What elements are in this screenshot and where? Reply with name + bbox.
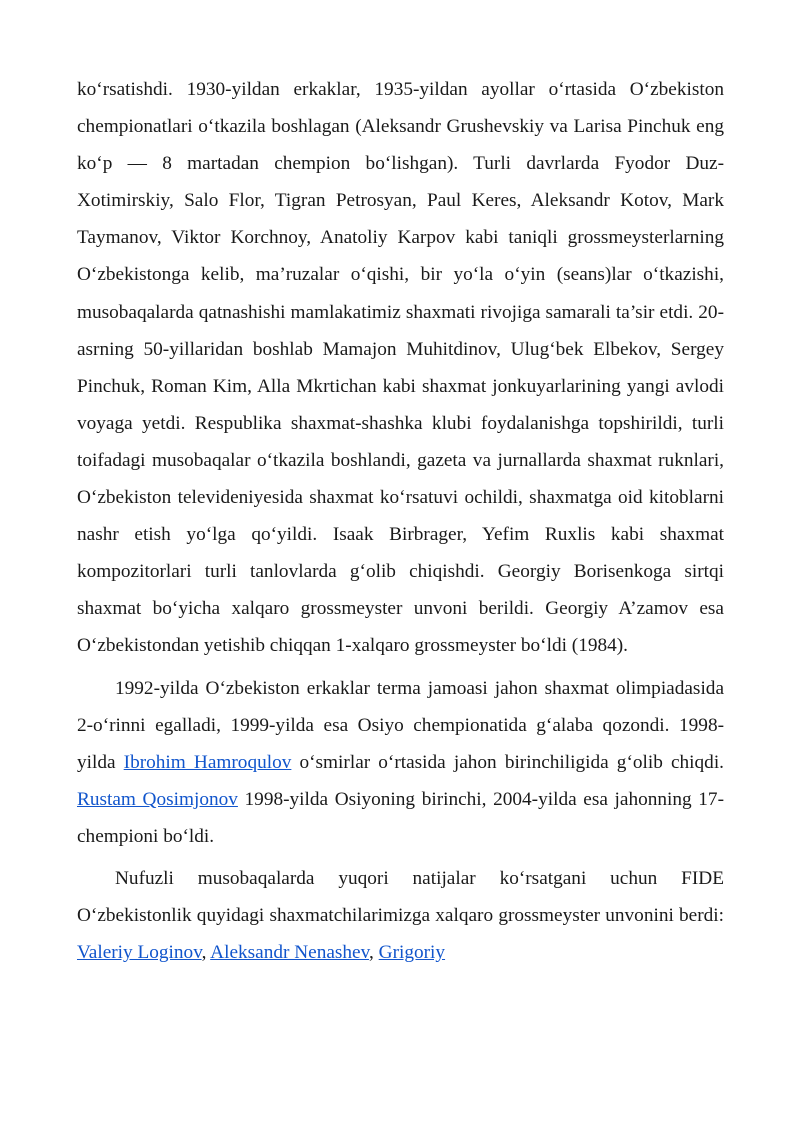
paragraph-text: o‘smirlar o‘rtasida jahon birinchiligida g‘olib chiqdi. [291,751,724,773]
paragraph-team-achievements [77,670,724,855]
paragraph-text: ko‘rsatishdi. 1930-yildan erkaklar, 1935-yildan ayollar o‘rtasida O‘zbekiston chempionatlari o‘tkazila boshlagan (Aleksandr Grushevskiy va Larisa Pinchuk eng ko‘p — 8 martadan chempion bo‘lishgan). Turli davrlarda Fyodor Duz-Xotimirskiy, Salo Flor, Tigran Petrosyan, Paul Keres, Aleksandr Kotov, Mark Taymanov, Viktor Korchnoy, Anatoliy Karpov kabi taniqli grossmeysterlarning O‘zbekistonga kelib, ma’ruzalar o‘qishi, bir yo‘la o‘yin (seans)lar o‘tkazishi, musobaqalarda qatnashishi mamlakatimiz shaxmati rivojiga samarali ta’sir etdi. 20-asrning 50-yillaridan boshlab Mamajon Muhitdinov, Ulug‘bek Elbekov, Sergey Pinchuk, Roman Kim, Alla Mkrtichan kabi shaxmat jonkuyarlarining yangi avlodi voyaga yetdi. Respublika shaxmat-shashka klubi foydalanishga topshirildi, turli toifadagi musobaqalar o‘tkazila boshlandi, gazeta va jurnallarda shaxmat ruknlari, O‘zbekiston televideniyesida shaxmat ko‘rsatuvi ochildi, shaxmatga oid kitoblarni nashr etish yo‘lga qo‘yildi. Isaak Birbrager, Yefim Ruxlis kabi shaxmat kompozitorlari turli tanlovlarda g‘olib chiqishdi. Georgiy Borisenkoga sirtqi shaxmat bo‘yicha xalqaro grossmeyster unvoni berildi. Georgiy A’zamov esa O‘zbekistondan yetishib chiqqan 1-xalqaro grossmeyster bo‘ldi (1984). [77,79,724,657]
link-rustam-qosimjonov[interactable]: Rustam Qosimjonov [77,788,238,810]
paragraph-text: Nufuzli musobaqalarda yuqori natijalar ko‘rsatgani uchun FIDE O‘zbekistonlik quyidagi shaxmatchilarimizga xalqaro grossmeyster unvonini berdi: [77,867,724,927]
link-grigoriy[interactable]: Grigoriy [378,942,446,964]
paragraph-text: 1998-yilda Osiyoning birinchi, 2004-yilda esa jahonning 17-chempioni bo‘ldi. [77,788,724,847]
link-aleksandr-nenashev[interactable]: Aleksandr Nenashev [210,942,370,964]
separator-text: , [369,942,379,964]
paragraph-text: 1992-yilda O‘zbekiston erkaklar terma jamoasi jahon shaxmat olimpiadasida 2-o‘rinni egalladi, 1999-yilda esa Osiyo chempionatida g‘alaba qozondi. 1998-yilda [77,677,724,773]
paragraph-grandmasters [77,860,724,971]
paragraph-chess-history [77,71,724,665]
document-page [77,71,724,976]
link-valeriy-loginov[interactable]: Valeriy Loginov [77,942,202,964]
link-ibrohim-hamroqulov[interactable]: Ibrohim Hamroqulov [123,751,292,773]
separator-text: , [201,942,211,964]
